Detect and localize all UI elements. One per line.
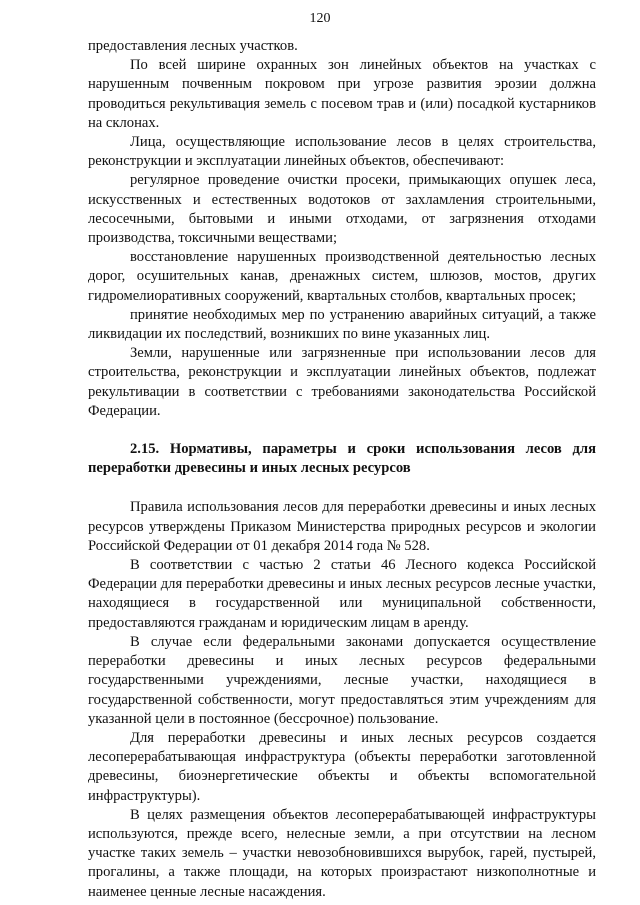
paragraph: предоставления лесных участков. (88, 38, 298, 54)
paragraph: В случае если федеральными законами допускается осуществление переработки древесины и иных лесных ресурсов федеральными государственными учреждениями, лесные участки, находящиеся в государственной собственности, могут предоставляться этим учреждениям для указанной цели в постоянное (бессрочное) пользование. (88, 633, 596, 727)
list-item: принятие необходимых мер по устранению аварийных ситуаций, а также ликвидации их последствий, возникших по вине указанных лиц. (88, 306, 596, 343)
paragraph: В целях размещения объектов лесоперерабатывающей инфраструктуры используются, прежде всего, нелесные земли, а при отсутствии на лесном участке таких земель – участки невозобновившихся вырубок, гарей, пустырей, прогалины, а также площади, на которых произрастают низкополнотные и наименее ценные лесные насаждения. (88, 806, 596, 900)
paragraph: По всей ширине охранных зон линейных объектов на участках с нарушенным почвенным покровом при угрозе развития эрозии должна проводиться рекультивация земель с посевом трав и (или) посадкой кустарников на склонах. (88, 57, 596, 131)
document-body (88, 37, 596, 902)
list-item: восстановление нарушенных производственной деятельностью лесных дорог, осушительных канав, дренажных систем, шлюзов, мостов, других гидромелиоративных сооружений, квартальных столбов, квартальных просек; (88, 249, 596, 304)
paragraph: Правила использования лесов для переработки древесины и иных лесных ресурсов утверждены Приказом Министерства природных ресурсов и экологии Российской Федерации от 01 декабря 2014 года № 528. (88, 499, 596, 554)
paragraph: В соответствии с частью 2 статьи 46 Лесного кодекса Российской Федерации для переработки древесины и иных лесных ресурсов лесные участки, находящиеся в государственной или муниципальной собственности, предоставляются гражданам и юридическим лицам в аренду. (88, 557, 596, 631)
paragraph: Лица, осуществляющие использование лесов в целях строительства, реконструкции и эксплуатации линейных объектов, обеспечивают: (88, 134, 596, 170)
paragraph: Для переработки древесины и иных лесных ресурсов создается лесоперерабатывающая инфраструктура (объекты переработки заготовленной древесины, биоэнергетические объекты и объекты вспомогательной инфраструктуры). (88, 729, 596, 804)
section-heading: 2.15. Нормативы, параметры и сроки использования лесов для переработки древесины и иных лесных ресурсов (88, 441, 596, 477)
page-number: 120 (309, 11, 331, 26)
list-item: регулярное проведение очистки просеки, примыкающих опушек леса, искусственных и естественных водотоков от захламления строительными, лесосечными, бытовыми и иными отходами, от загрязнения отходами производства, токсичными веществами; (88, 172, 596, 247)
paragraph: Земли, нарушенные или загрязненные при использовании лесов для строительства, реконструкции и эксплуатации линейных объектов, подлежат рекультивации в соответствии с требованиями законодательства Российской Федерации. (88, 345, 596, 419)
